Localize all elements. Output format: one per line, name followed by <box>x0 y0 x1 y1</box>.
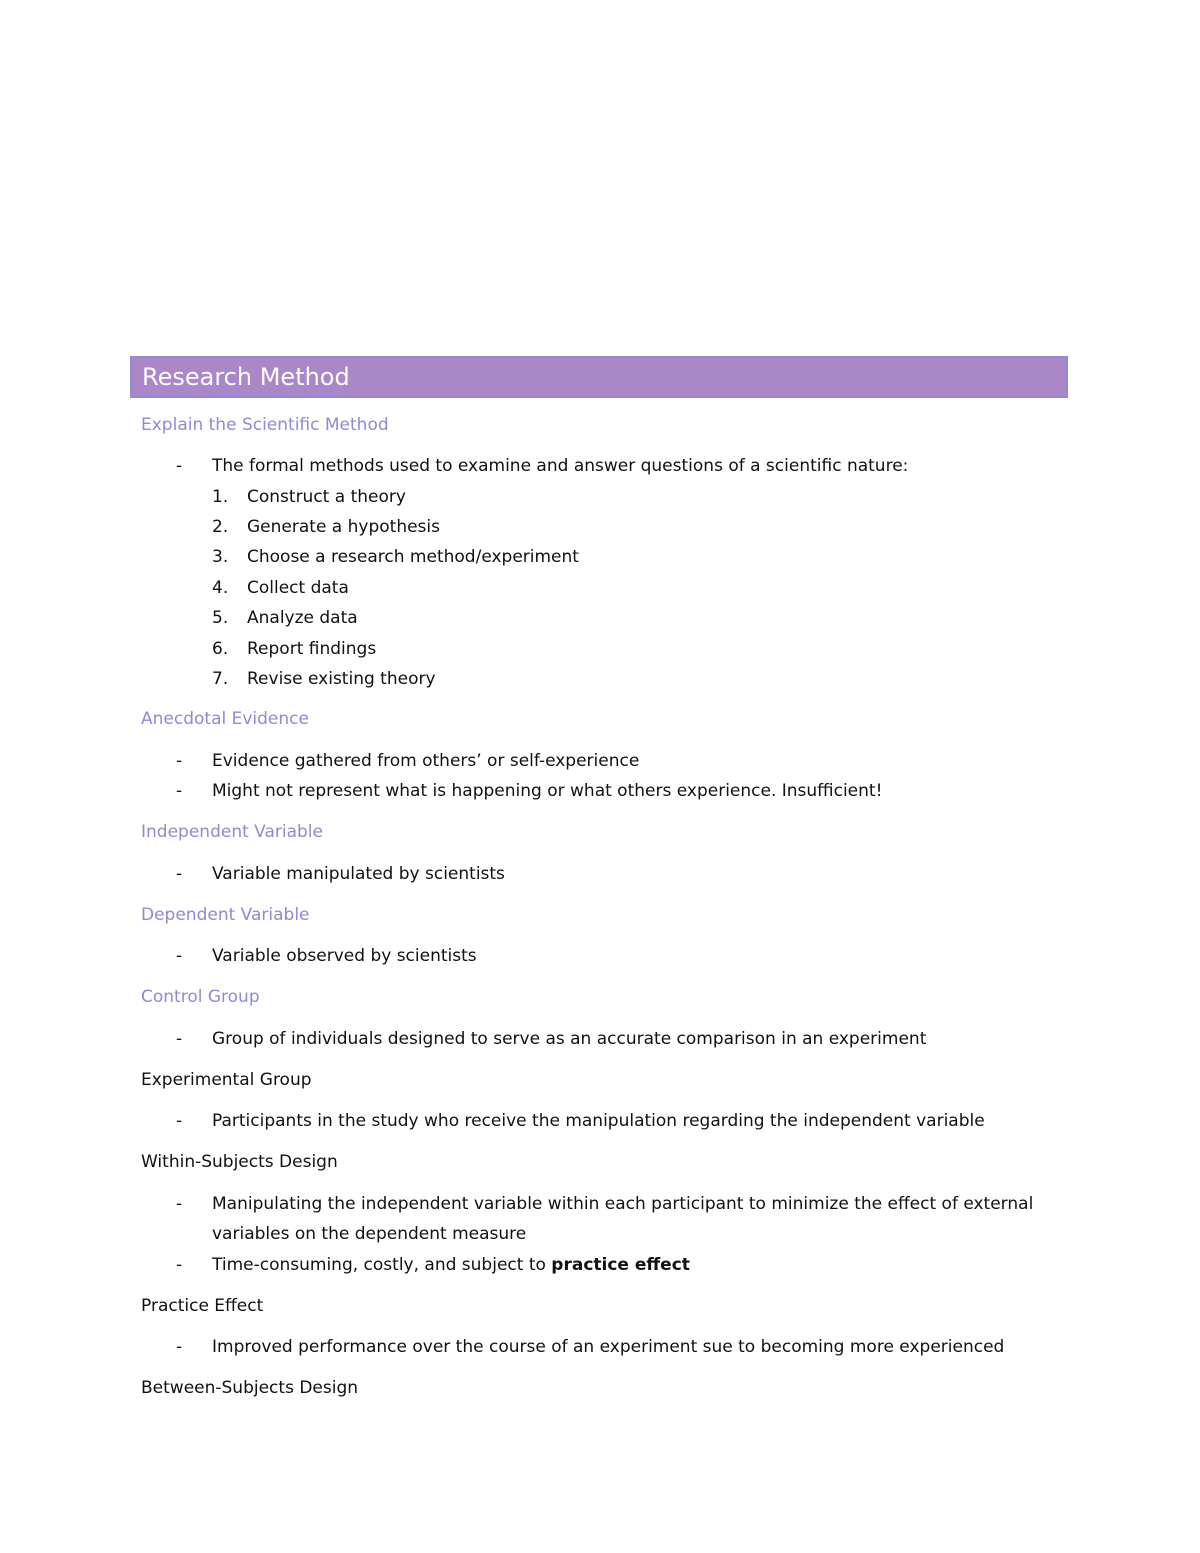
bullet-text: Might not represent what is happening or what others experience. Insufficient! <box>212 781 883 801</box>
heading-within-subjects-design: Within-Subjects Design <box>141 1152 338 1172</box>
step-number: 2. <box>212 517 229 537</box>
bullet-dash: - <box>176 946 183 966</box>
heading-dependent-variable: Dependent Variable <box>141 905 310 925</box>
bullet-text <box>212 1253 690 1277</box>
step-number: 4. <box>212 578 229 598</box>
bullet-text-bold: practice effect <box>551 1255 690 1275</box>
step-text: Generate a hypothesis <box>247 517 440 537</box>
bullet-dash: - <box>176 864 183 884</box>
heading-anecdotal-evidence: Anecdotal Evidence <box>141 709 309 729</box>
bullet-dash: - <box>176 1029 183 1049</box>
page-title: Research Method <box>130 356 1068 398</box>
step-text: Revise existing theory <box>247 669 436 689</box>
step-text: Choose a research method/experiment <box>247 547 579 567</box>
bullet-text: Improved performance over the course of an experiment sue to becoming more experienced <box>212 1337 1005 1357</box>
heading-control-group: Control Group <box>141 987 260 1007</box>
bullet-text: Manipulating the independent variable within each participant to minimize the effect of external <box>212 1194 1034 1214</box>
bullet-dash: - <box>176 751 183 771</box>
bullet-text-continued: variables on the dependent measure <box>212 1224 527 1244</box>
bullet-dash: - <box>176 1111 183 1131</box>
step-text: Analyze data <box>247 608 358 628</box>
heading-independent-variable: Independent Variable <box>141 822 323 842</box>
bullet-text: Variable observed by scientists <box>212 946 477 966</box>
step-text: Construct a theory <box>247 487 406 507</box>
bullet-dash: - <box>176 781 183 801</box>
bullet-text-plain: Time-consuming, costly, and subject to <box>212 1255 552 1275</box>
bullet-text: The formal methods used to examine and answer questions of a scientific nature: <box>212 456 909 476</box>
bullet-text: Variable manipulated by scientists <box>212 864 505 884</box>
bullet-dash: - <box>176 1194 183 1214</box>
step-number: 5. <box>212 608 229 628</box>
bullet-dash: - <box>176 1255 183 1275</box>
bullet-dash: - <box>176 1337 183 1357</box>
heading-scientific-method: Explain the Scientific Method <box>141 415 389 435</box>
step-text: Report findings <box>247 639 377 659</box>
step-number: 6. <box>212 639 229 659</box>
bullet-text: Participants in the study who receive the manipulation regarding the independent variable <box>212 1111 985 1131</box>
heading-practice-effect: Practice Effect <box>141 1296 264 1316</box>
bullet-text: Evidence gathered from others’ or self-experience <box>212 751 640 771</box>
step-number: 7. <box>212 669 229 689</box>
heading-experimental-group: Experimental Group <box>141 1070 312 1090</box>
bullet-dash: - <box>176 456 183 476</box>
step-number: 3. <box>212 547 229 567</box>
step-number: 1. <box>212 487 229 507</box>
heading-between-subjects-design: Between-Subjects Design <box>141 1378 359 1398</box>
step-text: Collect data <box>247 578 349 598</box>
bullet-text: Group of individuals designed to serve as an accurate comparison in an experiment <box>212 1029 927 1049</box>
